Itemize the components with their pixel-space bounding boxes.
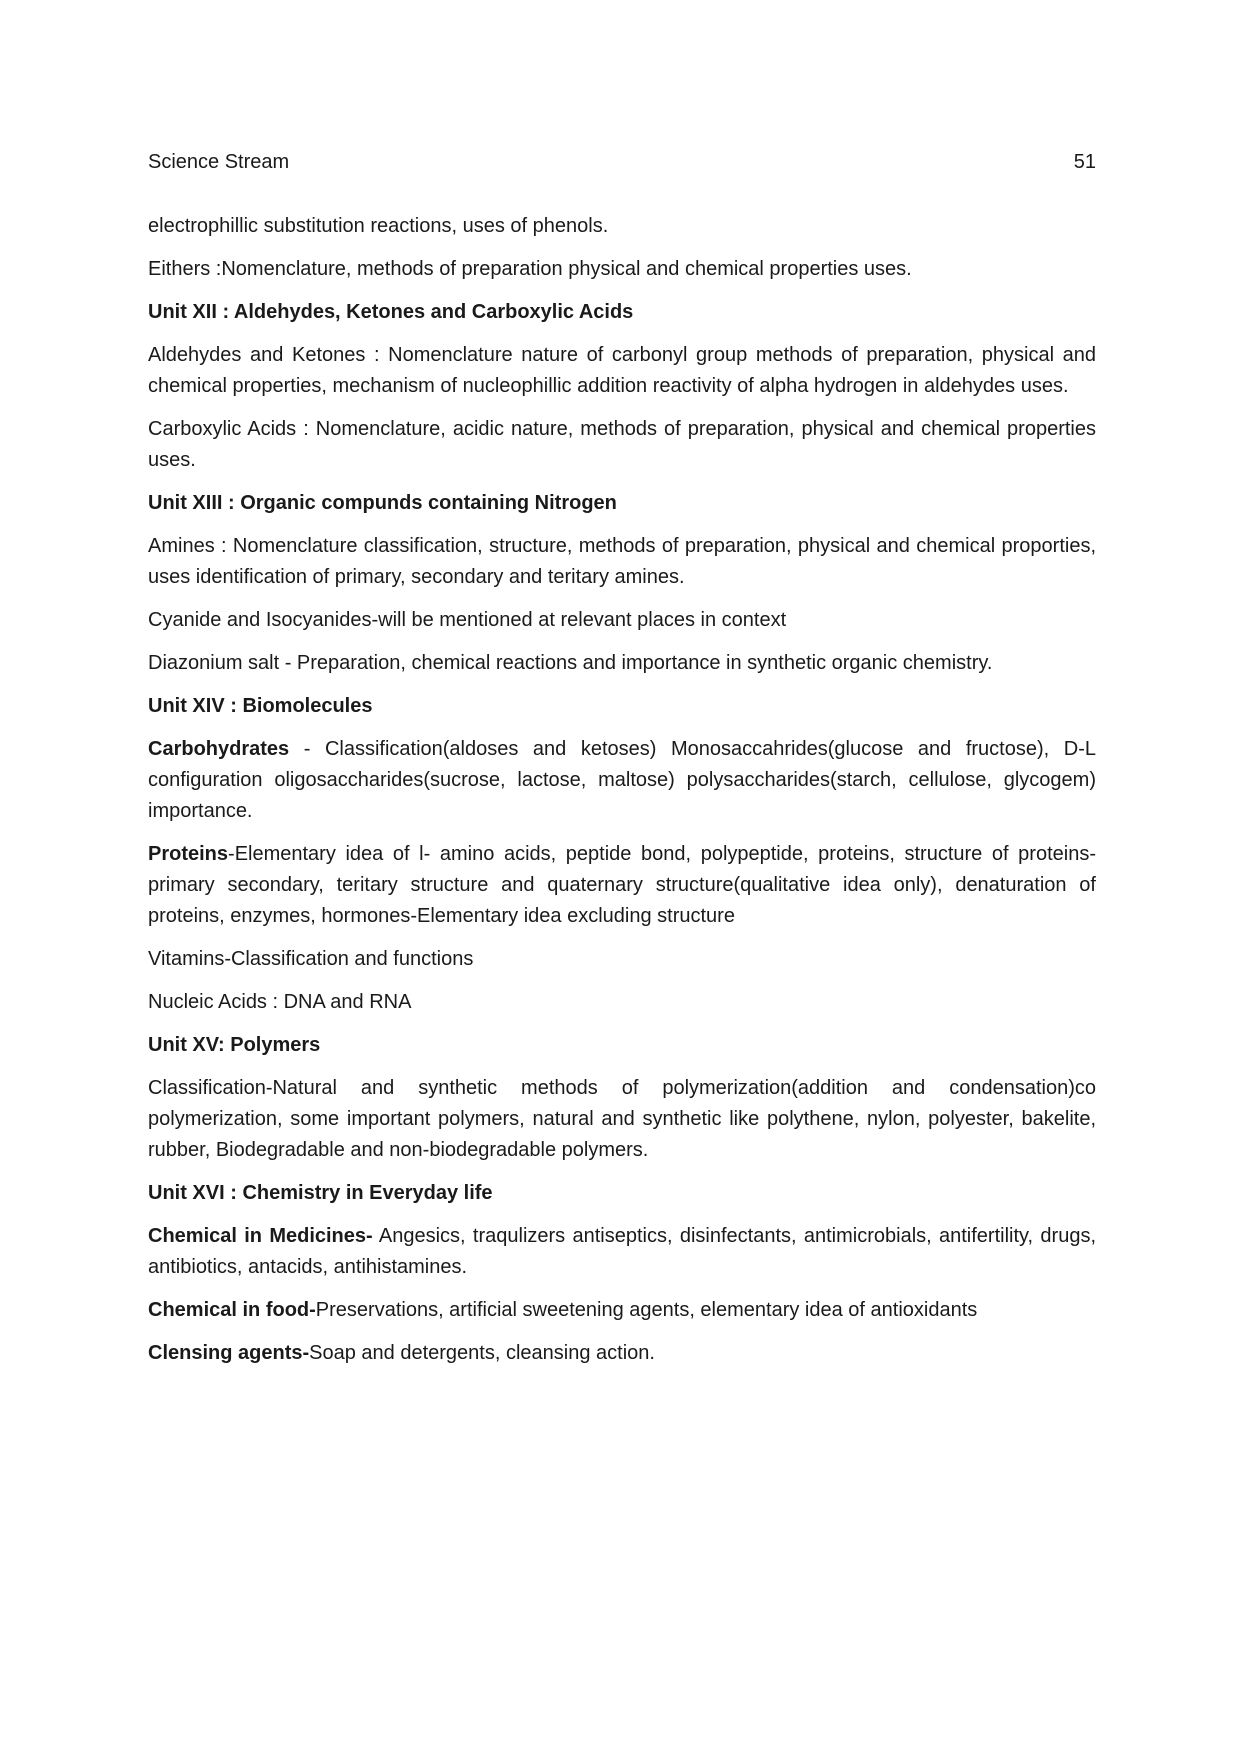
text-proteins: -Elementary idea of l- amino acids, peptide bond, polypeptide, proteins, structure of proteins-primary secondary, teritary structure and quaternary structure(qualitative idea only), denaturation of proteins, enzymes, hormones-Elementary idea excluding structure — [148, 843, 1096, 927]
text-medicines: Angesics, traqulizers antiseptics, disinfectants, antimicrobials, antifertility, drugs, antibiotics, antacids, antihistamines. — [148, 1225, 1097, 1278]
heading-unit-xvi: Unit XVI : Chemistry in Everyday life — [148, 1182, 493, 1204]
label-proteins: Proteins — [148, 843, 229, 865]
paragraph-cyanides: Cyanide and Isocyanides-will be mentioned at relevant places in context — [148, 609, 787, 631]
label-medicines: Chemical in Medicines- — [148, 1225, 373, 1247]
paragraph-vitamins: Vitamins-Classification and functions — [148, 948, 474, 970]
paragraph-ethers: Eithers :Nomenclature, methods of preparation physical and chemical properties uses. — [148, 258, 912, 280]
paragraph-phenols: electrophillic substitution reactions, uses of phenols. — [148, 215, 609, 237]
page-number: 51 — [1073, 151, 1096, 173]
page-content — [148, 211, 1096, 1381]
paragraph-proteins — [148, 839, 1096, 932]
text-carbohydrates: - Classification(aldoses and ketoses) Monosaccahrides(glucose and fructose), D-L configuration oligosaccharides(sucrose, lactose, maltose) polysaccharides(starch, cellulose, glycogem) importance. — [148, 738, 1096, 822]
label-carbohydrates: Carbohydrates — [148, 738, 290, 760]
paragraph-carboxylic-acids: Carboxylic Acids : Nomenclature, acidic nature, methods of preparation, physical and chemical properties uses. — [148, 418, 1096, 471]
paragraph-nucleic-acids: Nucleic Acids : DNA and RNA — [148, 991, 412, 1013]
running-title: Science Stream — [148, 151, 290, 173]
heading-unit-xii: Unit XII : Aldehydes, Ketones and Carboxylic Acids — [148, 301, 634, 323]
heading-unit-xv: Unit XV: Polymers — [148, 1034, 321, 1056]
text-food: Preservations, artificial sweetening agents, elementary idea of antioxidants — [315, 1299, 978, 1321]
heading-unit-xiii: Unit XIII : Organic compunds containing Nitrogen — [148, 492, 617, 514]
paragraph-carbohydrates — [148, 734, 1096, 827]
paragraph-polymers: Classification-Natural and synthetic methods of polymerization(addition and condensation)co polymerization, some important polymers, natural and synthetic like polythene, nylon, polyester, bakelite, rubber, Biodegradable and non-biodegradable polymers. — [148, 1077, 1096, 1161]
paragraph-cleansing — [148, 1338, 1096, 1369]
text-cleansing: Soap and detergents, cleansing action. — [309, 1342, 655, 1364]
label-food: Chemical in food- — [148, 1299, 316, 1321]
heading-unit-xiv: Unit XIV : Biomolecules — [148, 695, 373, 717]
label-cleansing: Clensing agents- — [148, 1342, 310, 1364]
paragraph-amines: Amines : Nomenclature classification, structure, methods of preparation, physical and chemical proporties, uses identification of primary, secondary and teritary amines. — [148, 535, 1096, 588]
paragraph-medicines — [148, 1221, 1096, 1283]
page-header — [148, 148, 1096, 176]
paragraph-food — [148, 1295, 1096, 1326]
paragraph-diazonium: Diazonium salt - Preparation, chemical reactions and importance in synthetic organic chemistry. — [148, 652, 993, 674]
paragraph-aldehydes-ketones: Aldehydes and Ketones : Nomenclature nature of carbonyl group methods of preparation, physical and chemical properties, mechanism of nucleophillic addition reactivity of alpha hydrogen in aldehydes uses. — [148, 344, 1096, 397]
